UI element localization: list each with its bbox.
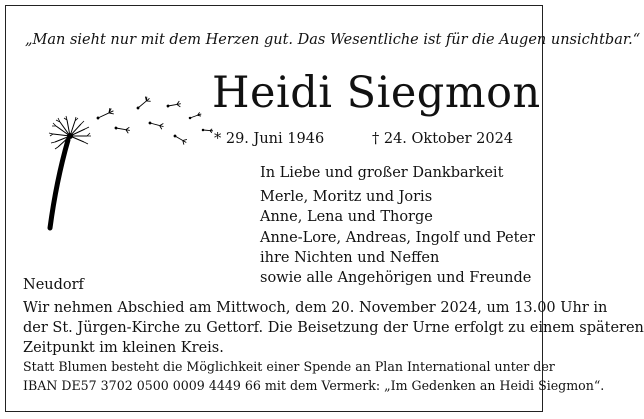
mourner-line: Anne-Lore, Andreas, Ingolf und Peter <box>260 229 535 246</box>
mourner-line: ihre Nichten und Neffen <box>260 249 440 266</box>
birth-date: * 29. Juni 1946 <box>214 131 325 147</box>
mourner-line: Anne, Lena und Thorge <box>260 209 433 226</box>
quote: „Man sieht nur mit dem Herzen gut. Das Wesentliche ist für die Augen unsichtbar.“ <box>25 32 641 48</box>
mourners-block <box>260 163 535 288</box>
mourner-line: Merle, Moritz und Joris <box>260 189 433 206</box>
farewell-line: der St. Jürgen-Kirche zu Gettorf. Die Beisetzung der Urne erfolgt zu einem späteren <box>23 320 644 336</box>
dandelion-icon <box>20 88 220 248</box>
donation-line: Statt Blumen besteht die Möglichkeit einer Spende an Plan International unter der <box>23 359 555 374</box>
farewell-text <box>23 298 644 358</box>
mourner-line: sowie alle Angehörigen und Freunde <box>260 270 532 287</box>
farewell-line: Wir nehmen Abschied am Mittwoch, dem 20. November 2024, um 13.00 Uhr in <box>23 300 608 316</box>
mourners-intro: In Liebe und großer Dankbarkeit <box>260 165 504 181</box>
farewell-line: Zeitpunkt im kleinen Kreis. <box>23 340 224 356</box>
deceased-name: Heidi Siegmon <box>212 68 541 118</box>
donation-note <box>23 358 604 395</box>
place-name: Neudorf <box>23 277 84 293</box>
death-date: † 24. Oktober 2024 <box>372 131 514 147</box>
donation-line: IBAN DE57 3702 0500 0009 4449 66 mit dem Vermerk: „Im Gedenken an Heidi Siegmon“. <box>23 377 605 393</box>
